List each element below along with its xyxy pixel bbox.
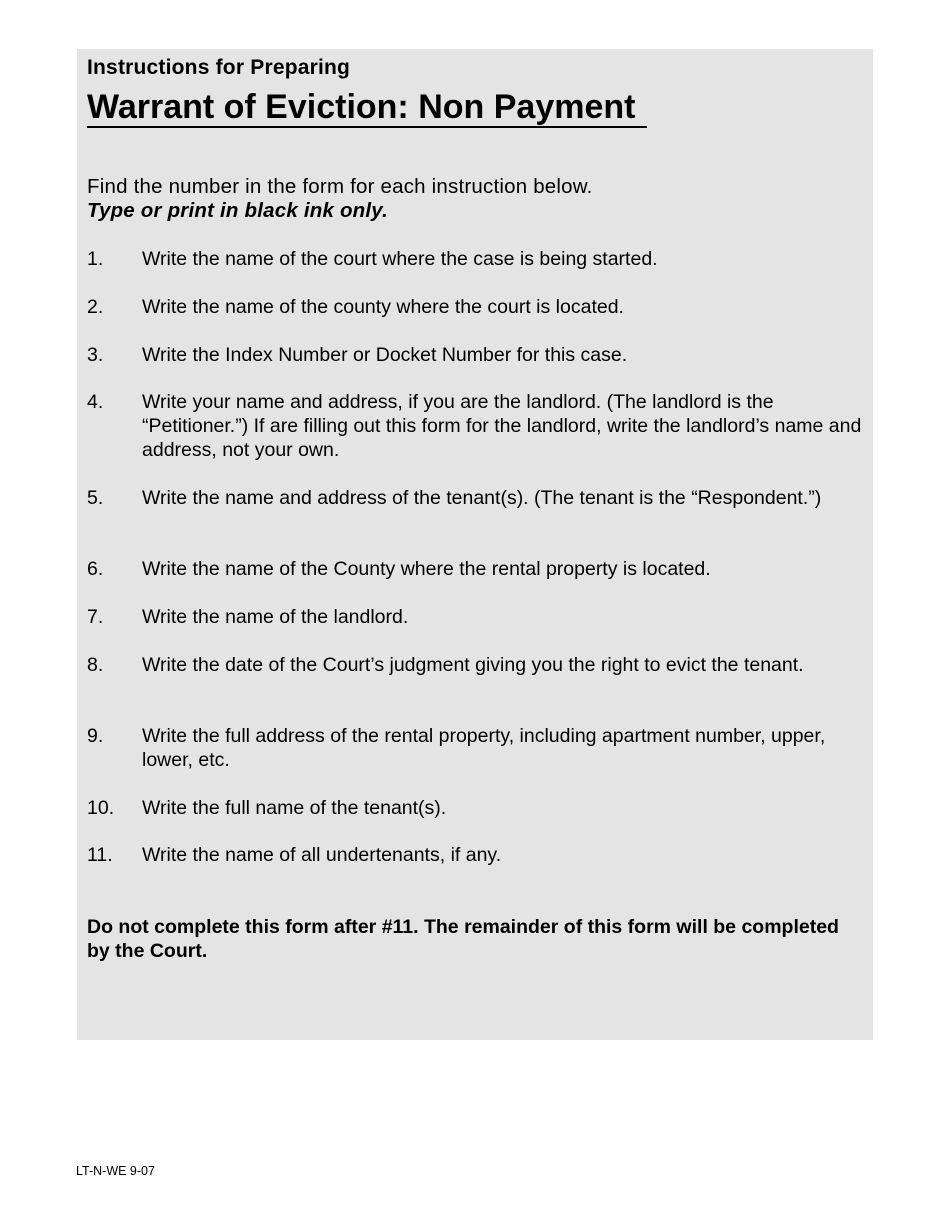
list-item — [87, 295, 867, 319]
item-text: Write the name of the landlord. — [142, 606, 409, 628]
item-text: Write the full name of the tenant(s). — [142, 797, 447, 819]
item-number: 5. — [87, 487, 104, 509]
list-item — [87, 796, 867, 820]
list-item — [87, 486, 867, 510]
list-item — [87, 653, 867, 677]
item-text: Write the Index Number or Docket Number for this case. — [142, 344, 628, 366]
instructions-panel — [77, 49, 873, 1040]
item-number: 3. — [87, 344, 104, 366]
list-item — [87, 343, 867, 367]
item-number: 6. — [87, 558, 104, 580]
list-item — [87, 247, 867, 271]
list-item — [87, 605, 867, 629]
page-title: Warrant of Eviction: Non Payment — [87, 88, 645, 126]
list-item — [87, 724, 867, 772]
item-text: Write the name of the county where the court is located. — [142, 296, 624, 318]
item-number: 2. — [87, 296, 104, 318]
list-item — [87, 557, 867, 581]
item-text: Write the full address of the rental property, including apartment number, upper, lower, etc. — [142, 725, 826, 771]
ink-instruction: Type or print in black ink only. — [87, 199, 389, 222]
item-number: 7. — [87, 606, 104, 628]
item-text: Write the name and address of the tenant(s). (The tenant is the “Respondent.”) — [142, 487, 822, 509]
list-item — [87, 390, 867, 462]
list-item — [87, 843, 867, 867]
item-number: 11. — [87, 844, 113, 866]
item-number: 1. — [87, 248, 104, 270]
item-text: Write the date of the Court’s judgment giving you the right to evict the tenant. — [142, 654, 804, 676]
item-text: Write the name of the County where the rental property is located. — [142, 558, 711, 580]
intro — [87, 175, 593, 223]
item-number: 9. — [87, 725, 104, 747]
form-code: LT-N-WE 9-07 — [76, 1164, 155, 1178]
intro-line: Find the number in the form for each instruction below. — [87, 175, 593, 198]
subtitle: Instructions for Preparing — [87, 56, 351, 79]
item-text: Write the name of all undertenants, if any. — [142, 844, 502, 866]
completion-note: Do not complete this form after #11. The remainder of this form will be completed by the Court. — [87, 916, 839, 962]
item-number: 10. — [87, 797, 115, 819]
item-number: 4. — [87, 391, 104, 413]
item-text: Write your name and address, if you are the landlord. (The landlord is the “Petitioner.”) If are filling out this form for the landlord, write the landlord’s name and address, not your own. — [142, 391, 862, 461]
item-text: Write the name of the court where the case is being started. — [142, 248, 658, 270]
item-number: 8. — [87, 654, 104, 676]
